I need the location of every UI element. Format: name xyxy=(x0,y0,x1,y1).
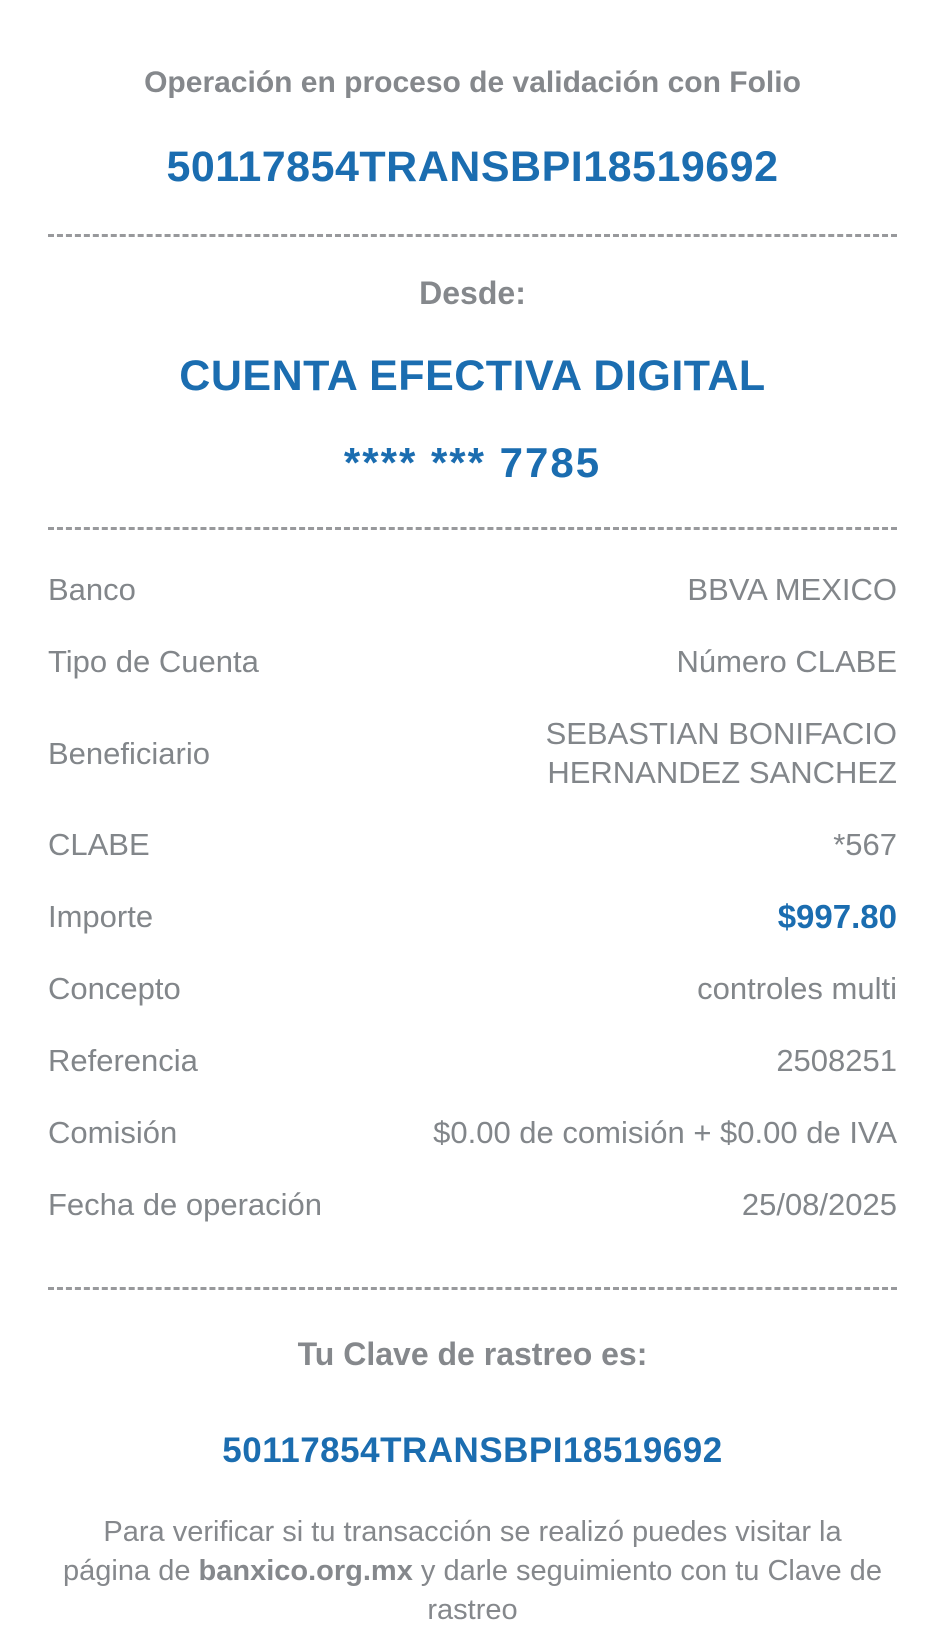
divider xyxy=(48,234,897,237)
detail-row-beneficiario xyxy=(48,714,897,792)
detail-row-importe xyxy=(48,897,897,936)
transfer-details xyxy=(48,570,897,1257)
divider xyxy=(48,527,897,530)
from-label: Desde: xyxy=(419,275,526,311)
source-account-name: CUENTA EFECTIVA DIGITAL xyxy=(179,352,766,400)
row-label: Tipo de Cuenta xyxy=(48,644,259,679)
folio-number: 50117854TRANSBPI18519692 xyxy=(166,143,779,191)
row-value: BBVA MEXICO xyxy=(687,572,897,607)
row-label: Importe xyxy=(48,899,154,934)
row-value-amount: $997.80 xyxy=(777,898,897,935)
row-label: Fecha de operación xyxy=(48,1187,323,1222)
divider xyxy=(48,1287,897,1290)
detail-row-comision xyxy=(48,1113,897,1152)
row-value: SEBASTIAN BONIFACIO HERNANDEZ SANCHEZ xyxy=(545,716,897,790)
tracking-key: 50117854TRANSBPI18519692 xyxy=(222,1431,723,1470)
row-label: Referencia xyxy=(48,1043,198,1078)
detail-row-banco xyxy=(48,570,897,609)
verification-note-text-after: y darle seguimiento con tu Clave de rastreo xyxy=(412,1555,882,1626)
detail-row-fecha-de-operacion xyxy=(48,1185,897,1224)
status-title: Operación en proceso de validación con Folio xyxy=(144,66,801,99)
row-value: 25/08/2025 xyxy=(741,1187,897,1222)
tracking-key-title: Tu Clave de rastreo es: xyxy=(297,1336,648,1372)
detail-row-clabe xyxy=(48,825,897,864)
verification-note-text-before: Para verificar si tu transacción se realizó puedes visitar la página de xyxy=(63,1516,842,1587)
row-value: $0.00 de comisión + $0.00 de IVA xyxy=(433,1115,897,1150)
row-label: Beneficiario xyxy=(48,735,210,771)
detail-row-concepto xyxy=(48,969,897,1008)
verification-note xyxy=(63,1513,883,1630)
source-account-mask: **** *** 7785 xyxy=(343,439,602,486)
banxico-site-name: banxico.org.mx xyxy=(198,1555,413,1587)
detail-row-referencia xyxy=(48,1041,897,1080)
row-value: controles multi xyxy=(697,971,897,1006)
row-value: *567 xyxy=(833,827,897,862)
row-label: Comisión xyxy=(48,1115,178,1150)
row-label: CLABE xyxy=(48,827,150,862)
row-label: Concepto xyxy=(48,971,181,1006)
row-label: Banco xyxy=(48,572,136,607)
row-value: 2508251 xyxy=(776,1043,897,1078)
row-value: Número CLABE xyxy=(676,644,897,679)
detail-row-tipo-de-cuenta xyxy=(48,642,897,681)
